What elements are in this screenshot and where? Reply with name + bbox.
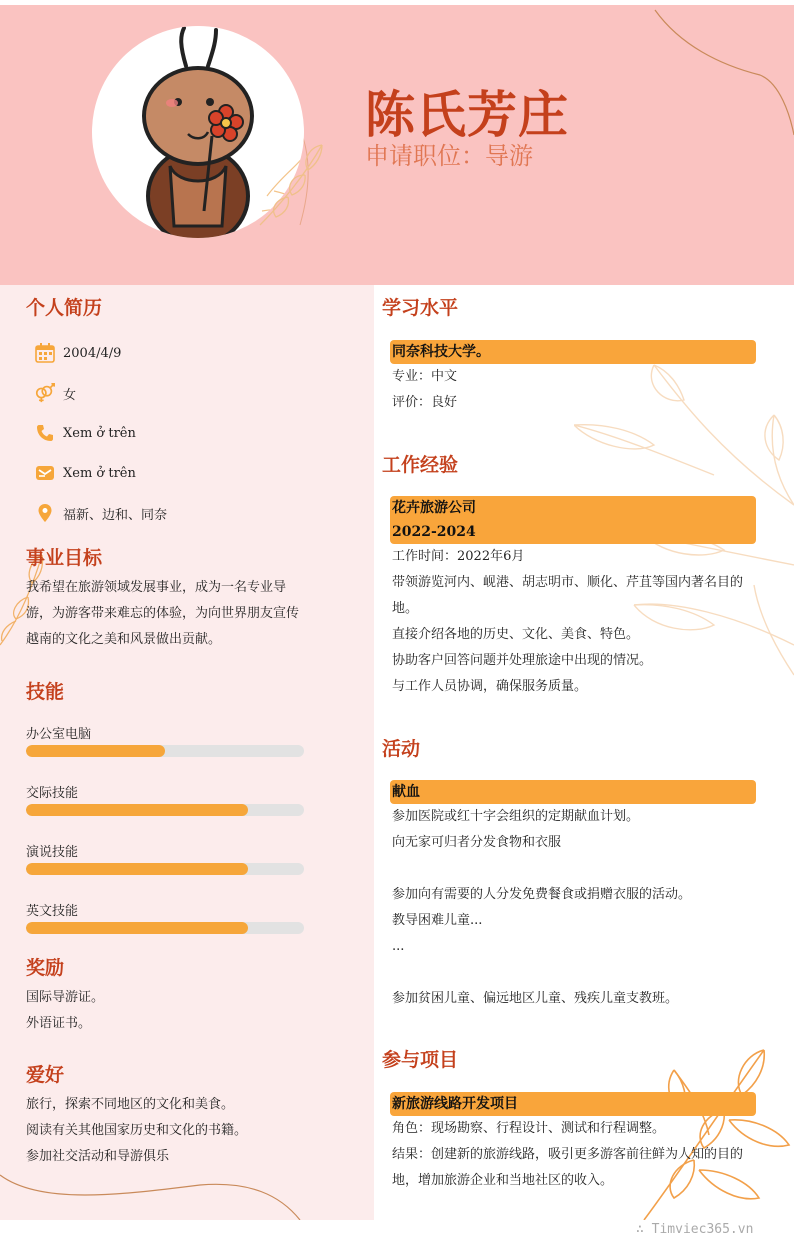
hobbies-section-title: 爱好 bbox=[26, 1064, 65, 1086]
phone-text: Xem ở trên bbox=[63, 425, 136, 441]
objective-section-title: 事业目标 bbox=[26, 547, 103, 569]
phone-row bbox=[34, 421, 136, 445]
email-text: Xem ở trên bbox=[63, 465, 136, 481]
avatar bbox=[92, 26, 304, 238]
email-row bbox=[34, 461, 136, 485]
activities-section-title: 活动 bbox=[382, 738, 421, 760]
skill-name: 办公室电脑 bbox=[26, 727, 92, 742]
duty-item: 直接介绍各地的历史、文化、美食、特色。 bbox=[392, 627, 640, 642]
education-line: 评价：良好 bbox=[392, 395, 458, 410]
project-result: 结果：创建新的旅游线路，吸引更多游客前往鲜为人知的目的地，增加旅游企业和当地社区的收入。 bbox=[392, 1147, 744, 1188]
company-name: 花卉旅游公司 bbox=[392, 500, 476, 516]
gender-row bbox=[34, 381, 76, 405]
experience-section-title: 工作经验 bbox=[382, 454, 459, 476]
hobby-item: 阅读有关其他国家历史和文化的书籍。 bbox=[26, 1123, 248, 1138]
projects-section-title: 参与项目 bbox=[382, 1049, 459, 1071]
gender-icon bbox=[34, 382, 56, 404]
awards-section-title: 奖励 bbox=[26, 957, 65, 979]
company-block bbox=[390, 496, 756, 544]
school-name: 同奈科技大学。 bbox=[390, 340, 756, 364]
activity-line: ... bbox=[392, 939, 405, 954]
gender-text: 女 bbox=[63, 387, 77, 403]
skill-bar bbox=[26, 922, 304, 934]
skill-bar-fill bbox=[26, 922, 248, 934]
activity-line: 参加贫困儿童、偏远地区儿童、残疾儿童支教班。 bbox=[392, 991, 679, 1006]
candidate-name: 陈氏芳庄 bbox=[365, 86, 569, 144]
skills-section-title: 技能 bbox=[26, 681, 65, 703]
award-item: 外语证书。 bbox=[26, 1016, 92, 1031]
duty-item: 带领游览河内、岘港、胡志明市、顺化、芹苴等国内著名目的地。 bbox=[392, 575, 744, 616]
work-period: 2022-2024 bbox=[392, 524, 476, 540]
duty-item: 协助客户回答问题并处理旅途中出现的情况。 bbox=[392, 653, 653, 668]
skill-bar-fill bbox=[26, 745, 165, 757]
skill-bar bbox=[26, 863, 304, 875]
left-column bbox=[0, 285, 374, 1220]
skill-bar-fill bbox=[26, 863, 248, 875]
activity-line: 教导困难儿童... bbox=[392, 913, 483, 928]
activity-line: 参加医院或红十字会组织的定期献血计划。 bbox=[392, 809, 640, 824]
address-text: 福新、边和、同奈 bbox=[63, 507, 168, 523]
footer-brand bbox=[636, 1222, 753, 1237]
address-row bbox=[34, 501, 167, 525]
skill-name: 交际技能 bbox=[26, 786, 79, 801]
location-icon bbox=[34, 502, 56, 524]
activity-line: 参加向有需要的人分发免费餐食或捐赠衣服的活动。 bbox=[392, 887, 692, 902]
right-column bbox=[374, 285, 794, 1220]
skill-bar bbox=[26, 804, 304, 816]
phone-icon bbox=[34, 422, 56, 444]
objective-text: 我希望在旅游领域发展事业，成为一名专业导游，为游客带来难忘的体验，为向世界朋友宣传越南的文化之美和风景做出贡献。 bbox=[26, 580, 300, 647]
resume-header bbox=[0, 5, 794, 285]
duty-item: 与工作人员协调，确保服务质量。 bbox=[392, 679, 588, 694]
project-role: 角色：现场勘察、行程设计、测试和行程调整。 bbox=[392, 1121, 666, 1136]
brand-mark: ∴ bbox=[636, 1222, 644, 1237]
work-start: 工作时间：2022年6月 bbox=[392, 549, 525, 564]
skill-bar-fill bbox=[26, 804, 248, 816]
brand-text: Timviec365.vn bbox=[651, 1222, 754, 1237]
birthdate-text: 2004/4/9 bbox=[63, 345, 122, 361]
education-line: 专业：中文 bbox=[392, 369, 458, 384]
calendar-icon bbox=[34, 342, 56, 364]
email-icon bbox=[34, 462, 56, 484]
project-name: 新旅游线路开发项目 bbox=[390, 1092, 756, 1116]
applied-position: 申请职位：导游 bbox=[365, 142, 533, 170]
activity-name: 献血 bbox=[390, 780, 756, 804]
birthdate-row bbox=[34, 341, 121, 365]
skill-name: 英文技能 bbox=[26, 904, 79, 919]
hobby-item: 旅行，探索不同地区的文化和美食。 bbox=[26, 1097, 235, 1112]
skill-bar bbox=[26, 745, 304, 757]
cartoon-bug-avatar-icon bbox=[92, 26, 304, 238]
skill-name: 演说技能 bbox=[26, 845, 79, 860]
award-item: 国际导游证。 bbox=[26, 990, 105, 1005]
education-section-title: 学习水平 bbox=[382, 297, 459, 319]
profile-section-title: 个人简历 bbox=[26, 297, 103, 319]
activity-line: 向无家可归者分发食物和衣服 bbox=[392, 835, 562, 850]
hobby-item: 参加社交活动和导游俱乐 bbox=[26, 1149, 170, 1164]
